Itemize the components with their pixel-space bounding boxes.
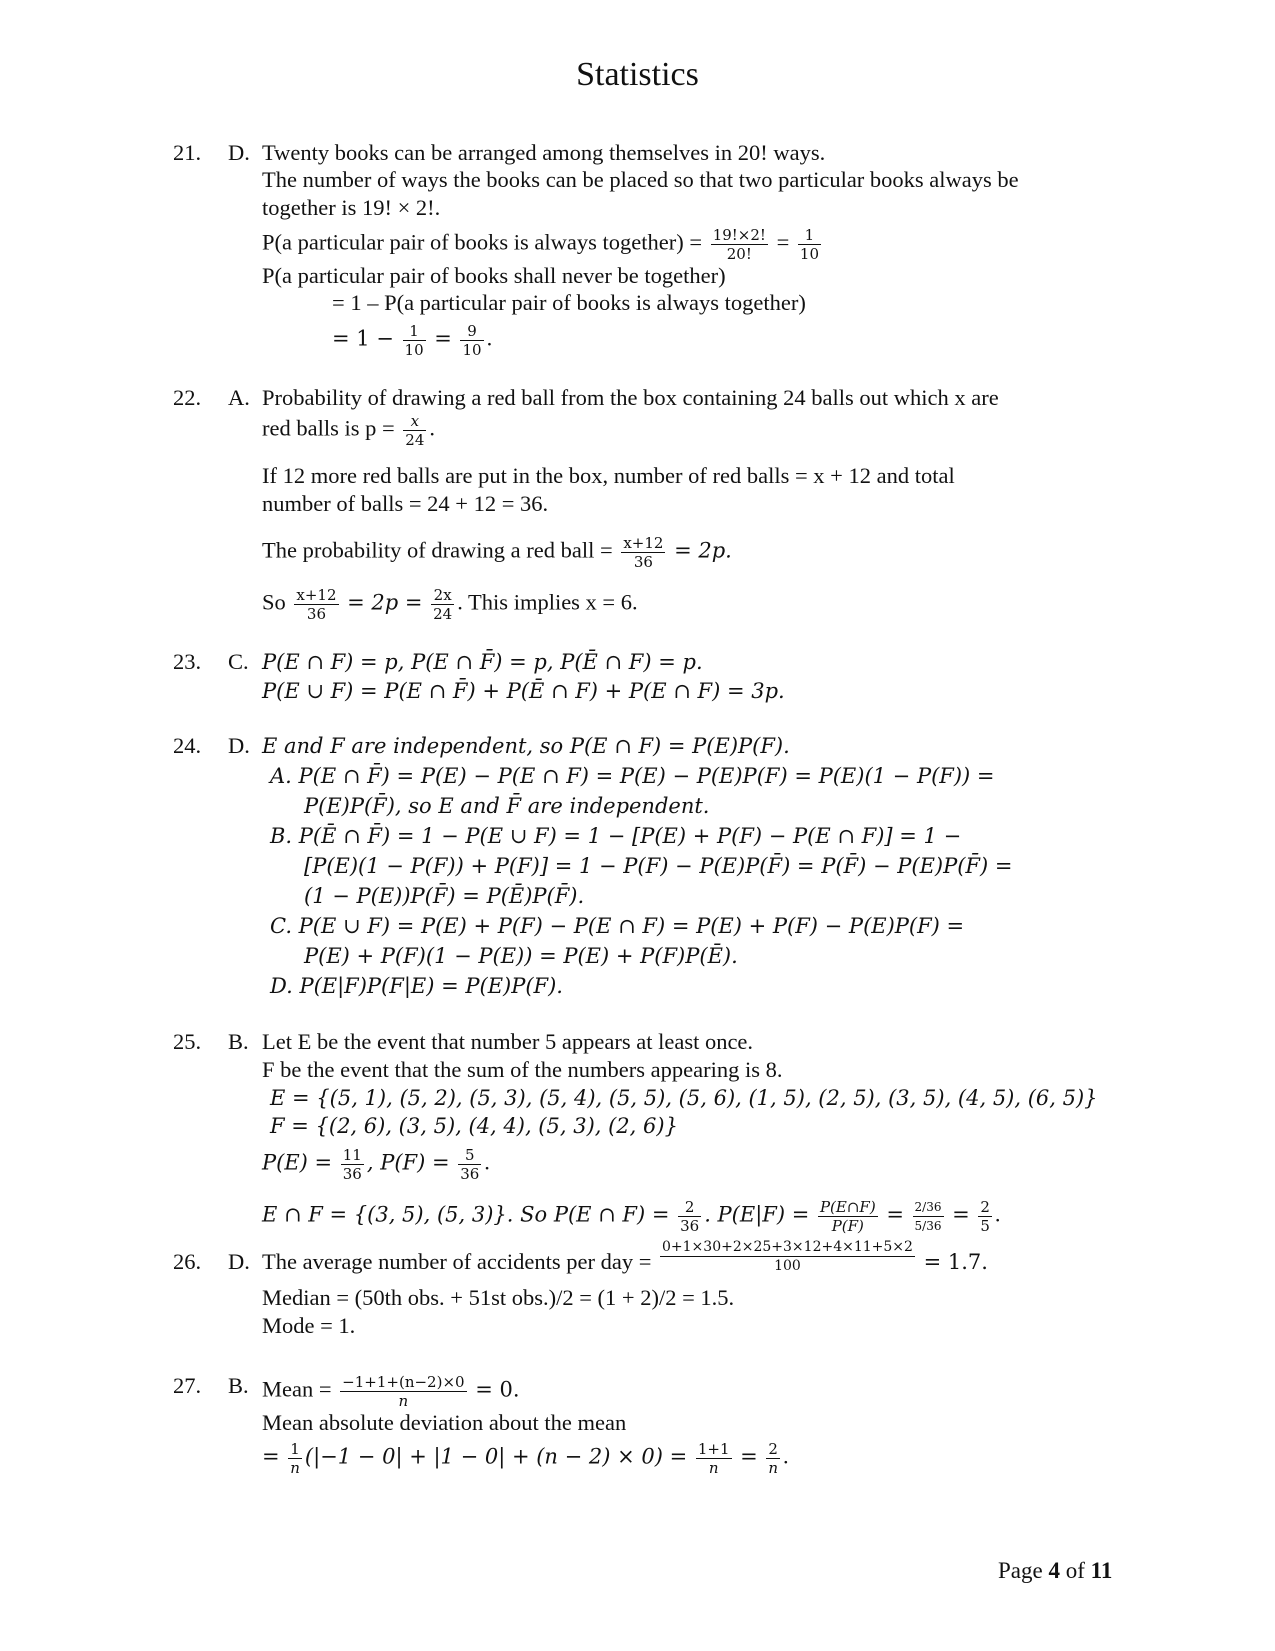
text-segment: , P(F) = <box>366 1150 450 1175</box>
math-line: = 1 − $\frac{1}{10}$ = $\frac{9}{10}$ . <box>332 322 493 359</box>
footer-label: of <box>1059 1558 1091 1583</box>
question-number: 22. <box>173 385 202 410</box>
text-line: Let E be the event that number 5 appears at least once. <box>262 1029 754 1054</box>
math-line <box>262 1440 789 1477</box>
text-line: F be the event that the sum of the numbers appearing is 8. <box>262 1057 783 1082</box>
text-line: = 1 – P(a particular pair of books is always together) <box>332 290 806 315</box>
option-c-line: P(E) + P(F)(1 − P(E)) = P(E) + P(F)P(Ē). <box>304 944 738 968</box>
answer-letter: C. <box>228 649 249 674</box>
fraction: $\frac{1}{10}$ <box>404 322 424 359</box>
fraction: $\frac{0+1\times 30+2\times 25+3\times 12+4\times 11+5\times 2}{100}$ <box>662 1239 913 1275</box>
text-segment: The average number of accidents per day = <box>262 1249 652 1274</box>
fraction: $\frac{2}{n}$ <box>768 1440 779 1477</box>
text-segment: P(a particular pair of books is always together) = <box>262 229 703 255</box>
fraction: $\frac{x}{24}$ <box>405 412 425 449</box>
text-segment: So <box>262 589 286 615</box>
text-line: Mean absolute deviation about the mean <box>262 1410 627 1435</box>
text-segment: . P(E|F) = <box>704 1202 810 1227</box>
fraction: $\frac{2}{36}$ <box>680 1198 700 1235</box>
text-segment: P(E) = <box>262 1150 333 1175</box>
option-b-line: B. P(Ē ∩ F̄) = 1 − P(E ∪ F) = 1 − [P(E) + P(F) − P(E ∩ F)] = 1 − <box>270 824 962 848</box>
text-segment: = <box>886 1202 904 1227</box>
math-line: F = {(2, 6), (3, 5), (4, 4), (5, 3), (2, 6)} <box>270 1114 678 1138</box>
text-segment: = <box>952 1202 970 1227</box>
text-segment: . <box>994 1201 1001 1227</box>
math-line <box>262 1373 520 1410</box>
math-line: P(E ∩ F) = p, P(E ∩ F̄) = p, P(Ē ∩ F) = p. <box>262 650 703 674</box>
page-number: 4 <box>1048 1558 1060 1583</box>
text-segment: = 0. <box>475 1377 520 1402</box>
answer-letter: D. <box>228 733 250 758</box>
answer-letter: D. <box>228 140 250 165</box>
fraction: $\frac{5}{36}$ <box>460 1146 480 1183</box>
option-c-line: C. P(E ∪ F) = P(E) + P(F) − P(E ∩ F) = P(E) + P(F) − P(E)P(F) = <box>270 914 965 938</box>
fraction: $\frac{P(E\cap F)}{P(F)}$ <box>819 1198 876 1235</box>
text-segment: (|−1 − 0| + |1 − 0| + (n − 2) × 0) = <box>304 1444 688 1469</box>
fraction: $\frac{9}{10}$ <box>462 322 482 359</box>
math-line: E and F are independent, so P(E ∩ F) = P(E)P(F). <box>262 734 790 758</box>
question-number: 21. <box>173 140 202 165</box>
text-line: Mode = 1. <box>262 1313 356 1338</box>
text-segment: red balls is p = <box>262 415 395 441</box>
fraction: $\frac{x+12}{36}$ <box>296 586 337 623</box>
text-segment: . This implies x = 6. <box>457 589 638 615</box>
answer-letter: A. <box>228 385 250 410</box>
math-line: P(E ∪ F) = P(E ∩ F̄) + P(Ē ∩ F) + P(E ∩ F) = 3p. <box>262 679 785 703</box>
question-number: 23. <box>173 649 202 674</box>
fraction: $\frac{11}{36}$ <box>342 1146 362 1183</box>
fraction: $\frac{19!\times 2!}{20!}$ <box>712 226 766 263</box>
page-total: 11 <box>1090 1558 1113 1583</box>
fraction: $\frac{2/36}{5/36}$ <box>914 1200 942 1233</box>
page-footer <box>998 1558 1112 1584</box>
math-line <box>262 534 732 571</box>
math-line: P(a particular pair of books is always together) = $\frac{19!\times 2!}{20!}$ = $\frac{1}{10}$ <box>262 226 819 263</box>
text-segment: = 1.7. <box>923 1250 988 1274</box>
fraction: $\frac{2x}{24}$ <box>433 586 453 623</box>
fraction: $\frac{1+1}{n}$ <box>697 1440 730 1477</box>
math-line <box>262 1239 988 1276</box>
fraction: $\frac{-1+1+(n-2)\times 0}{n}$ <box>342 1373 465 1410</box>
math-line: red balls is p = $\frac{x}{24}$ . <box>262 412 436 449</box>
text-segment: . <box>484 1149 490 1175</box>
option-a-line: A. P(E ∩ F̄) = P(E) − P(E ∩ F) = P(E) − P(E)P(F) = P(E)(1 − P(F)) = <box>270 764 995 788</box>
text-line: If 12 more red balls are put in the box, number of red balls = x + 12 and total <box>262 463 955 488</box>
math-line: E = {(5, 1), (5, 2), (5, 3), (5, 4), (5, 5), (5, 6), (1, 5), (2, 5), (3, 5), (4, 5), (6, 5)} <box>270 1086 1098 1110</box>
footer-label: Page <box>998 1558 1049 1583</box>
question-number: 27. <box>173 1373 202 1398</box>
text-line: number of balls = 24 + 12 = 36. <box>262 491 549 516</box>
text-line: together is 19! × 2!. <box>262 195 441 220</box>
text-line: Twenty books can be arranged among themselves in 20! ways. <box>262 140 826 165</box>
math-line <box>262 1198 1001 1235</box>
page-title: Statistics <box>576 56 699 93</box>
text-segment: E ∩ F = {(3, 5), (5, 3)}. So P(E ∩ F) = <box>262 1202 670 1227</box>
math-line <box>262 1146 490 1183</box>
text-line: P(a particular pair of books shall never be together) <box>262 263 726 288</box>
text-segment: . <box>783 1443 789 1469</box>
question-number: 24. <box>173 733 202 758</box>
text-segment: = 1 − <box>332 326 394 351</box>
option-d-line: D. P(E|F)P(F|E) = P(E)P(F). <box>270 974 563 998</box>
text-segment: Mean = <box>262 1376 332 1402</box>
text-segment: The probability of drawing a red ball = <box>262 537 613 563</box>
fraction: $\frac{1}{10}$ <box>799 226 819 263</box>
text-line: Probability of drawing a red ball from the box containing 24 balls out which x are <box>262 385 999 410</box>
text-line: The number of ways the books can be placed so that two particular books always be <box>262 167 1019 192</box>
fraction: $\frac{1}{n}$ <box>290 1440 300 1477</box>
answer-letter: B. <box>228 1029 249 1054</box>
option-a-line: P(E)P(F̄), so E and F̄ are independent. <box>304 794 710 818</box>
answer-letter: B. <box>228 1373 249 1398</box>
math-line <box>262 586 638 623</box>
option-b-line: [P(E)(1 − P(F)) + P(F)] = 1 − P(F) − P(E)P(F̄) = P(F̄) − P(E)P(F̄) = <box>304 854 1013 878</box>
question-number: 25. <box>173 1029 202 1054</box>
text-segment: = <box>262 1444 280 1469</box>
fraction: $\frac{x+12}{36}$ <box>623 534 664 571</box>
math-line: Median = (50th obs. + 51st obs.)/2 = (1 + 2)/2 = 1.5. <box>262 1285 735 1310</box>
text-segment: = 2p. <box>674 538 732 563</box>
option-b-line: (1 − P(E))P(F̄) = P(Ē)P(F̄). <box>304 884 585 908</box>
fraction: $\frac{2}{5}$ <box>980 1198 990 1235</box>
text-segment: = 2p = <box>347 590 423 615</box>
answer-letter: D. <box>228 1249 250 1274</box>
text-segment: = <box>740 1444 758 1469</box>
question-number: 26. <box>173 1249 202 1274</box>
